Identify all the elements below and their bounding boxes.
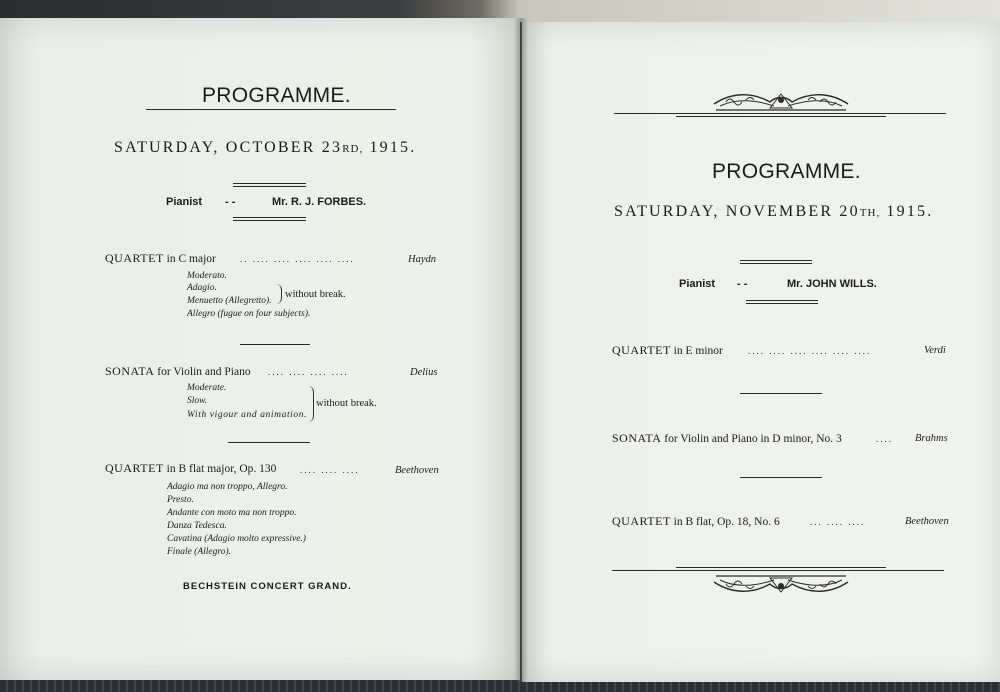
left-date-suffix: RD,	[342, 143, 364, 155]
left-piece-3-movement: Danza Tedesca.	[167, 521, 227, 531]
left-piece-1-note: without break.	[285, 289, 346, 300]
right-piece-3-dots: ... .... ....	[810, 517, 866, 527]
left-piece-2-movement: Slow.	[187, 396, 208, 406]
left-programme-title: PROGRAMME.	[202, 84, 351, 107]
left-piece-2-note: without break.	[316, 398, 377, 409]
left-piece-2-movement: Moderate.	[187, 383, 227, 393]
right-bottom-rule	[612, 570, 944, 571]
right-piece-2-work: SONATA	[612, 431, 662, 445]
left-piece-separator	[228, 442, 310, 443]
right-piece-1-work: QUARTET	[612, 343, 671, 357]
left-title-rule	[146, 109, 396, 110]
left-piece-1-movement: Moderato.	[187, 271, 227, 281]
left-piece-1-brace	[276, 284, 282, 304]
right-pianist-name: Mr. JOHN WILLS.	[787, 278, 877, 290]
left-piece-2-work: SONATA	[105, 364, 155, 378]
left-pianist-rule-bottom2	[233, 220, 306, 221]
left-piece-3-movement: Cavatina (Adagio molto expressive.)	[167, 534, 306, 544]
left-piece-1-heading	[105, 251, 216, 266]
left-piece-3-movement: Finale (Allegro).	[167, 547, 232, 557]
bottom-ornament-icon	[712, 572, 850, 596]
right-pianist-label: Pianist	[679, 278, 716, 290]
right-piece-1-heading	[612, 343, 723, 358]
left-piece-3-composer: Beethoven	[395, 465, 439, 476]
right-piece-separator	[740, 393, 822, 394]
left-piece-2-detail: for Violin and Piano	[157, 366, 251, 378]
right-programme-title: PROGRAMME.	[712, 160, 861, 183]
left-date-prefix: SATURDAY, OCTOBER 23	[114, 139, 343, 156]
left-piece-1-detail: in C major	[166, 253, 216, 265]
left-piece-2-composer: Delius	[410, 367, 438, 378]
right-top-rule-inner	[676, 116, 886, 117]
left-date	[114, 139, 416, 157]
left-piece-1-work: QUARTET	[105, 251, 164, 265]
book-gutter	[514, 18, 528, 682]
left-pianist-label: Pianist	[166, 196, 203, 208]
right-piece-1-dots: .... .... .... .... .... ....	[748, 346, 872, 356]
right-piece-2-composer: Brahms	[915, 433, 948, 444]
left-pianist-dashes: - -	[225, 196, 236, 208]
left-piece-2-brace	[308, 386, 314, 422]
left-piece-3-dots: .... .... ....	[300, 465, 360, 475]
left-footer-piano: BECHSTEIN CONCERT GRAND.	[183, 581, 352, 592]
right-date	[614, 203, 933, 221]
left-piece-1-composer: Haydn	[408, 254, 436, 265]
right-piece-1-detail: in E minor	[673, 345, 723, 357]
right-piece-3-detail: in B flat, Op. 18, No. 6	[673, 516, 780, 528]
right-date-year: 1915.	[886, 203, 934, 220]
right-pianist-rule-top	[740, 260, 812, 261]
left-piece-separator	[240, 344, 310, 345]
left-piece-2-dots: .... .... .... ....	[268, 367, 349, 377]
left-piece-1-movement: Adagio.	[187, 283, 217, 293]
right-bottom-rule-inner	[676, 567, 886, 568]
top-ornament-icon	[712, 90, 850, 114]
right-piece-separator	[740, 477, 822, 478]
left-pianist-rule-bottom	[233, 217, 306, 218]
left-date-year: 1915.	[369, 139, 417, 156]
left-piece-1-dots: .. .... .... .... .... ....	[240, 254, 355, 264]
left-piece-1-movement: Menuetto (Allegretto).	[187, 296, 272, 306]
left-piece-2-movement: With vigour and animation.	[187, 410, 308, 420]
left-piece-3-work: QUARTET	[105, 461, 164, 475]
right-piece-2-detail: for Violin and Piano in D minor, No. 3	[664, 433, 842, 445]
right-piece-3-work: QUARTET	[612, 514, 671, 528]
left-pianist-name: Mr. R. J. FORBES.	[272, 196, 367, 208]
left-piece-3-detail: in B flat major, Op. 130	[166, 463, 277, 475]
left-pianist-rule-top2	[233, 186, 306, 187]
right-pianist-rule-bottom2	[746, 303, 818, 304]
left-piece-3-heading	[105, 461, 276, 476]
left-piece-3-movement: Andante con moto ma non troppo.	[167, 508, 297, 518]
left-pianist-rule-top	[233, 183, 306, 184]
left-piece-2-heading	[105, 364, 251, 379]
right-pianist-rule-bottom	[746, 300, 818, 301]
right-piece-1-composer: Verdi	[924, 345, 946, 356]
left-piece-3-movement: Presto.	[167, 495, 194, 505]
right-pianist-rule-top2	[740, 263, 812, 264]
right-piece-2-dots: ....	[876, 434, 893, 444]
right-top-rule	[614, 113, 946, 114]
left-piece-3-movement: Adagio ma non troppo, Allegro.	[167, 482, 288, 492]
right-date-suffix: TH,	[859, 207, 881, 219]
right-piece-2-heading	[612, 431, 842, 446]
right-date-prefix: SATURDAY, NOVEMBER 20	[614, 203, 860, 220]
right-pianist-dashes: - -	[737, 278, 748, 290]
left-piece-1-movement: Allegro (fugue on four subjects).	[187, 309, 311, 319]
right-piece-3-heading	[612, 514, 780, 529]
right-piece-3-composer: Beethoven	[905, 516, 949, 527]
